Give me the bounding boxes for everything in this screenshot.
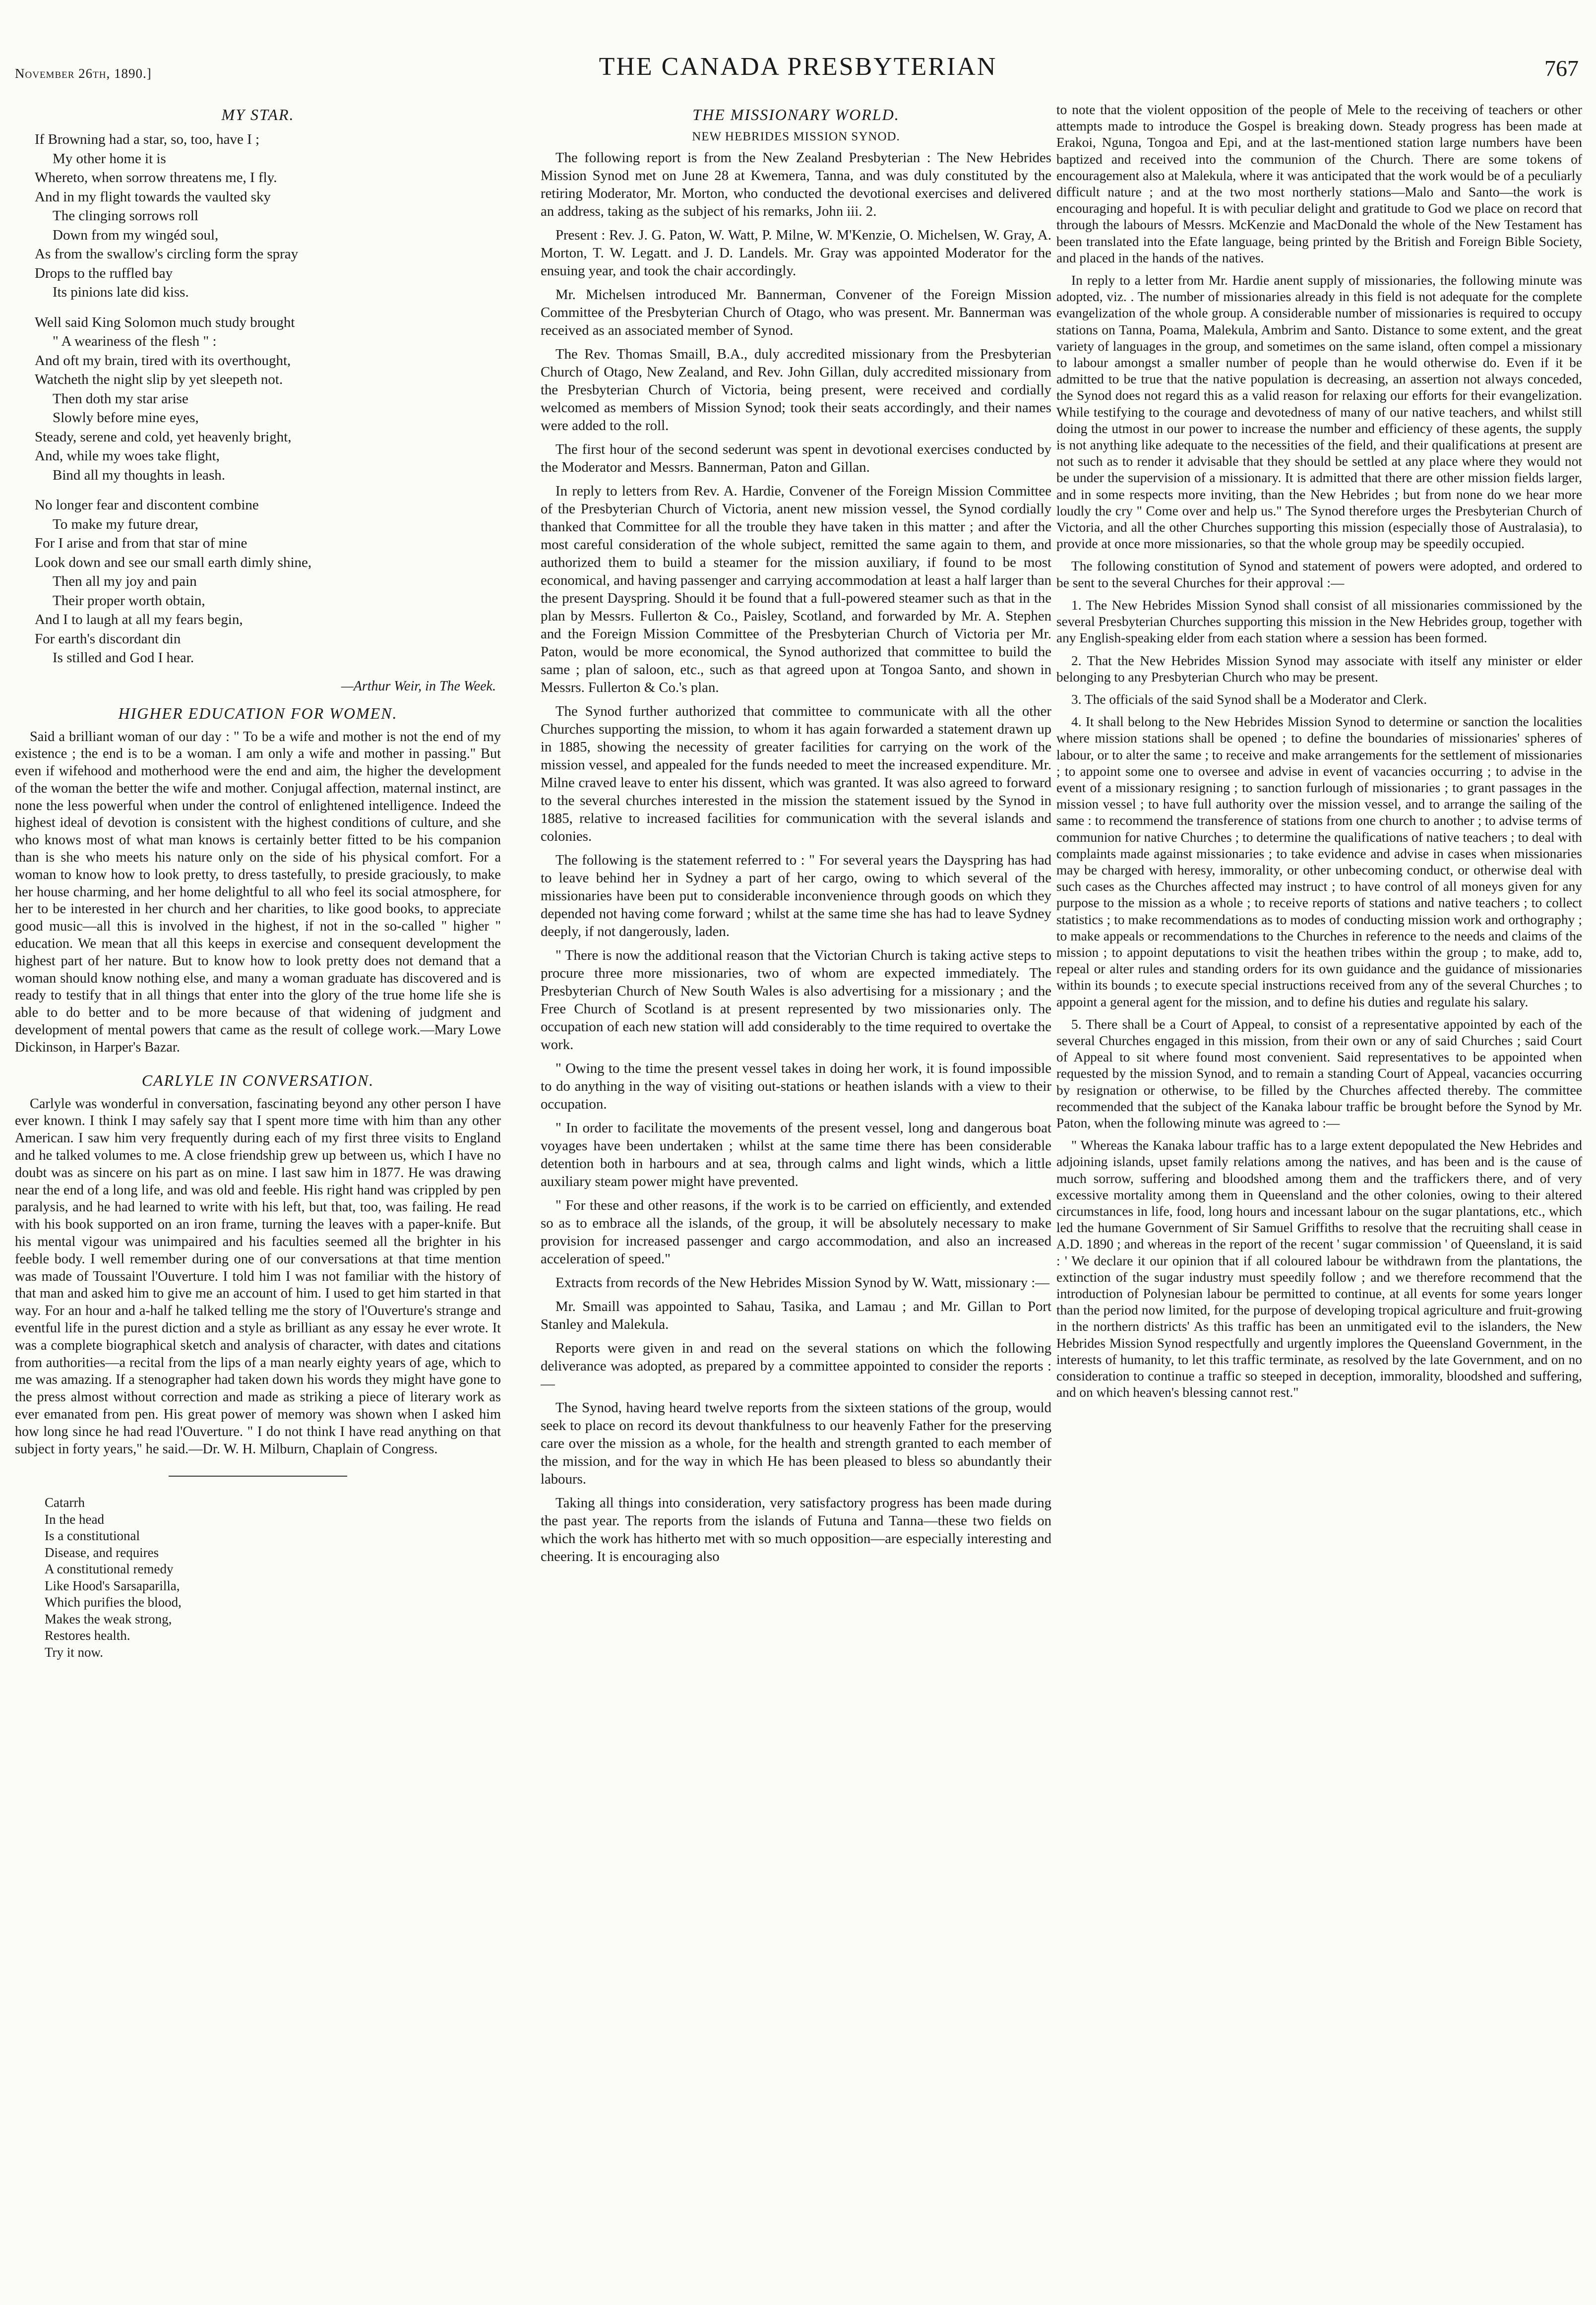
poem-stanza [35, 130, 501, 302]
paragraph: " In order to facilitate the movements of the present vessel, long and dangerous boat voyages have been undertaken ; whilst at the same time there has been considerable detention both in harbours and at sea, through calms and light winds, which a little auxiliary steam power might have prevented. [541, 1120, 1051, 1189]
poem-line: And I to laugh at all my fears begin, [35, 612, 243, 627]
paragraph: The following constitution of Synod and statement of powers were adopted, and ordered to be sent to the several Churches for their approval :— [1056, 559, 1582, 590]
catarrh-advertisement [45, 1495, 501, 1661]
paragraph: 1. The New Hebrides Mission Synod shall consist of all missionaries commissioned by the several Presbyterian Churches supporting this mission in the New Hebrides group, together with any English-speaking elder from each station where a session has been formed. [1056, 597, 1582, 646]
paragraph: 2. That the New Hebrides Mission Synod may associate with itself any minister or elder belonging to any Presbyterian Church who may be present. [1056, 653, 1582, 685]
paragraph: Extracts from records of the New Hebrides Mission Synod by W. Watt, missionary :— [555, 1275, 1050, 1291]
poem-line: As from the swallow's circling form the spray [35, 246, 299, 262]
paragraph: The Synod further authorized that committee to communicate with all the other Churches supporting the mission, to whom it has again forwarded a statement drawn up in 1885, showing the necessity of greater facilities for carrying on the work of the mission vessel, and appealed for the funds needed to meet the increased expenditure. Mr. Milne craved leave to enter his dissent, which was granted. It was also agreed to forward to the several churches interested in the mission the statement issued by the Synod in 1885, relative to increased facilities for communication with the several islands and colonies. [541, 703, 1051, 844]
carlyle-body: Carlyle was wonderful in conversation, fascinating beyond any other person I have ever known. I think I may safely say that I spent more time with him than any other American. I saw him very frequently during each of my first three visits to England and he talked volumes to me. A close friendship grew up between us, which I have no doubt was as sincere on his part as on mine. I last saw him in 1877. He was drawing near the end of a long life, and was old and feeble. His right hand was crippled by pen paralysis, and he had learned to write with his left, but that, too, was failing. He read with his book supported on an iron frame, turning the leaves with a paper-knife. But his mental vigour was unimpaired and his faculties seemed all the brighter in his feeble body. I well remember during one of our conversations at that time mention was made of Toussaint l'Ouverture. I told him I was not familiar with the history of that man and asked him to give me an account of him. I used to get him started in that way. For an hour and a-half he talked telling me the story of l'Ouverture's strange and eventful life in the purest diction and a style as brilliant as any essay he ever wrote. It was a complete biographical sketch and analysis of character, with dates and citations from authorities—a recital from the lips of a man nearly eighty years of age, which to me was amazing. If a stenographer had taken down his words they might have gone to the press almost without correction and made as striking a piece of literary work as ever emanated from pen. His great power of memory was shown when I asked him how long since he had read l'Ouverture. " I do not think I have read anything on that subject in forty years," he said.—Dr. W. H. Milburn, Chaplain of Congress. [15, 1096, 501, 1457]
paragraph: The following report is from the New Zealand Presbyterian : The New Hebrides Mission Synod met on June 28 at Kwemera, Tanna, and was duly constituted by the retiring Moderator, Mr. Morton, who conducted the devotional exercises and delivered an address, taking as the subject of his remarks, John iii. 2. [541, 150, 1051, 219]
ad-line: Which purifies the blood, [45, 1595, 182, 1610]
synod-report-continued [1056, 102, 1582, 1401]
ad-line: Disease, and requires [45, 1545, 159, 1560]
divider-rule [169, 1476, 347, 1477]
paragraph: " Whereas the Kanaka labour traffic has to a large extent depopulated the New Hebrides and adjoining islands, upset family relations among the natives, and has been and is the cause of much sorrow, suffering and bloodshed among them and the traffickers there, and of very excessive mortality among them in Queensland and the other colonies, owing to their altered circumstances in life, food, long hours and incessant labour on the sugar plantations, etc., which led the humane Government of Sir Samuel Griffiths to resolve that the recruiting shall cease in A.D. 1890 ; and whereas in the report of the recent ' sugar commission ' of Queensland, it is said : ' We declare it our opinion that if all coloured labour be withdrawn from the plantations, the extinction of the sugar industry must speedily follow ; and we therefore recommend that the introduction of Polynesian labour be permitted to continue, at all events for some years longer than the period now limited, for the purpose of developing tropical agriculture and fruit-growing in the northern districts' As this traffic has been an unmitigated evil to the islanders, the New Hebrides Mission Synod respectfully and urgently implores the Queensland Government, in the interests of humanity, to let this traffic terminate, as resolved by the late Government, and on no consideration to continue a traffic so steeped in deception, immorality, bloodshed and suffering, and on which heaven's blessing cannot rest." [1056, 1138, 1582, 1400]
poem-line: Their proper worth obtain, [53, 592, 205, 609]
poem-line: No longer fear and discontent combine [35, 497, 259, 513]
poem-line: Drops to the ruffled bay [35, 265, 173, 281]
poem-line: Down from my wingéd soul, [53, 227, 219, 243]
poem-line: Then doth my star arise [53, 390, 188, 407]
paragraph: 3. The officials of the said Synod shall be a Moderator and Clerk. [1071, 691, 1427, 707]
poem-stanza [35, 496, 501, 668]
my-star-attribution: —Arthur Weir, in The Week. [341, 678, 496, 694]
poem-line: The clinging sorrows roll [53, 208, 198, 224]
missionary-world-body [541, 149, 1051, 1565]
paragraph: " For these and other reasons, if the work is to be carried on efficiently, and extended so as to embrace all the islands, of the group, it will be absolutely necessary to make provision for increased passenger and cargo accommodation, and also an increased acceleration of speed." [541, 1197, 1051, 1267]
column-left [15, 102, 501, 2284]
my-star-poem [35, 130, 501, 668]
carlyle-heading: CARLYLE IN CONVERSATION. [141, 1071, 374, 1089]
poem-line: And oft my brain, tired with its overthought, [35, 352, 291, 369]
poem-line: " A weariness of the flesh " : [53, 333, 217, 349]
ad-line: Catarrh [45, 1495, 85, 1510]
paragraph: Mr. Smaill was appointed to Sahau, Tasika, and Lamau ; and Mr. Gillan to Port Stanley and Malekula. [541, 1299, 1051, 1332]
paragraph: Taking all things into consideration, very satisfactory progress has been made during the past year. The reports from the islands of Futuna and Tanna—these two fields on which the work has hitherto met with so much opposition—are especially interesting and cheering. It is encouraging also [541, 1495, 1051, 1564]
poem-line: To make my future drear, [53, 516, 198, 532]
paragraph: 4. It shall belong to the New Hebrides Mission Synod to determine or sanction the localities where mission stations shall be opened ; to define the boundaries of missionaries' spheres of labour, or to alter the same ; to receive and make arrangements for the settlement of missionaries ; to appoint some one to oversee and advise in event of vacancies occurring ; to advise in the event of a missionary resigning ; to sanction furlough of missionaries ; to grant passages in the mission vessel ; to have full authority over the mission vessel, and to arrange the sailing of the same : to recommend the transference of stations from one church to another ; to advise terms of communion for native Churches ; to determine the qualifications of native teachers ; to deal with complaints made against missionaries ; to take evidence and advise in cases when missionaries may be charged with heresy, immorality, or other unbecoming conduct, or otherwise deal with such cases as the Churches affected may instruct ; to have control of all moneys given for any purpose to the mission as a whole ; to receive reports of stations and native teachers ; to collect statistics ; to make recommendations as to modes of conducting mission work and orthography ; to make appeals or recommendations to the Churches in reference to the needs and claims of the mission ; to appoint deputations to visit the heathen tribes within the group ; to make, add to, repeal or alter rules and standing orders for its own guidance and the guidance of missionaries within its bounds ; to execute special instructions received from any of the several Churches ; to appoint a general agent for the mission, and to define his duties and regulate his salary. [1056, 714, 1582, 1009]
newspaper-title: THE CANADA PRESBYTERIAN [599, 53, 997, 81]
poem-line: Whereto, when sorrow threatens me, I fly. [35, 170, 277, 186]
paragraph: 5. There shall be a Court of Appeal, to consist of a representative appointed by each of the several Churches engaged in this mission, from their own or any of said Churches ; said Court of Appeal to sit where found most convenient. Said representatives to be appointed when requested by the mission Synod, and to remain a standing Court of Appeal, vacancies occurring by resignation or otherwise, to be filled by the Churches affected thereby. The committee recommended that the subject of the Kanaka labour traffic be brought before the Synod by Mr. Paton, when the following minute was agreed to :— [1056, 1016, 1582, 1130]
poem-line: Is stilled and God I hear. [53, 650, 194, 666]
paragraph: The Synod, having heard twelve reports from the sixteen stations of the group, would seek to place on record its devout thankfulness to our heavenly Father for the preserving care over the mission as a whole, for the health and strength granted to each member of the mission, and for the way in which He has been pleased to bless so abundantly their labours. [541, 1400, 1051, 1487]
higher-education-heading: HIGHER EDUCATION FOR WOMEN. [118, 704, 398, 722]
poem-line: Then all my joy and pain [53, 573, 197, 589]
poem-line: Bind all my thoughts in leash. [53, 467, 225, 483]
paragraph: The first hour of the second sederunt was spent in devotional exercises conducted by the Moderator and Messrs. Bannerman, Paton and Gillan. [541, 441, 1051, 475]
poem-line: For I arise and from that star of mine [35, 535, 247, 551]
ad-line: In the head [45, 1511, 104, 1527]
poem-line: Steady, serene and cold, yet heavenly bright, [35, 429, 292, 445]
poem-line: For earth's discordant din [35, 630, 181, 647]
poem-stanza [35, 313, 501, 485]
poem-line: If Browning had a star, so, too, have I ; [35, 131, 260, 147]
synod-subheading: NEW HEBRIDES MISSION SYNOD. [692, 130, 900, 143]
ad-line: Try it now. [45, 1644, 104, 1660]
page-header [0, 52, 1596, 92]
poem-line: And, while my woes take flight, [35, 448, 220, 464]
my-star-heading: MY STAR. [221, 106, 295, 124]
paragraph: Present : Rev. J. G. Paton, W. Watt, P. Milne, W. M'Kenzie, O. Michelsen, W. Gray, A. Morton, T. W. Legatt. and J. D. Landels. Mr. Gray was appointed Moderator for the ensuing year, and took the chair accordingly. [541, 227, 1051, 279]
poem-line: Its pinions late did kiss. [53, 284, 189, 300]
poem-line: My other home it is [53, 150, 166, 167]
paragraph: Mr. Michelsen introduced Mr. Bannerman, Convener of the Foreign Mission Committee of the Presbyterian Church of Otago, who was present. Mr. Bannerman was received as an associated member of Synod. [541, 287, 1051, 338]
ad-line: Like Hood's Sarsaparilla, [45, 1578, 180, 1593]
missionary-world-heading: THE MISSIONARY WORLD. [692, 106, 900, 124]
poem-line: Watcheth the night slip by yet sleepeth not. [35, 372, 283, 387]
paragraph: The Rev. Thomas Smaill, B.A., duly accredited missionary from the Presbyterian Church of Otago, New Zealand, and Rev. John Gillan, duly accredited missionary from the Presbyterian Church of Victoria, being present, were received and cordially welcomed as members of Mission Synod; took their seats accordingly, and their names were added to the roll. [541, 346, 1051, 434]
paragraph: to note that the violent opposition of the people of Mele to the receiving of teachers or other attempts made to introduce the Gospel is breaking down. Steady progress has been made at Erakoi, Nguna, Tongoa and Epi, and at the last-mentioned station large numbers have been baptized and received into the communion of the Church. There are some tokens of encouragement also at Malekula, where it was anticipated that the work would be of a peculiarly difficult nature ; and at the two most northerly stations—Malo and Santo—the work is encouraging and hopeful. It is with peculiar delight and gratitude to God we place on record that through the labours of Messrs. McKenzie and MacDonald the whole of the New Testament has been translated into the Efate language, being printed by the British and Foreign Bible Society, and placed in the hands of the natives. [1056, 102, 1582, 265]
ad-line: Is a constitutional [45, 1528, 140, 1544]
paragraph: " Owing to the time the present vessel takes in doing her work, it is found impossible to do anything in the way of visiting out-stations or heathen islands with a view to their occupation. [541, 1060, 1051, 1112]
ad-line: A constitutional remedy [45, 1561, 174, 1577]
poem-line: Well said King Solomon much study brought [35, 314, 295, 330]
page-number: 767 [1544, 56, 1579, 81]
paragraph: Reports were given in and read on the several stations on which the following deliverance was adopted, as prepared by a committee appointed to consider the reports :— [541, 1340, 1051, 1392]
poem-line: And in my flight towards the vaulted sky [35, 188, 271, 205]
higher-education-body: Said a brilliant woman of our day : " To be a wife and mother is not the end of my existence ; the end is to be a woman. I am only a wife and mother in passing." But even if wifehood and motherhood were the end and aim, the higher the development of the woman the better the wife and mother. Conjugal affection, maternal instinct, are none the less powerful when under the control of enlightened intelligence. Indeed the highest ideal of devotion is consistent with the highest conditions of culture, and she who knows most of what man knows is certainly better fitted to be his companion than is she who meets his nature only on the side of his physical comfort. For a woman to know how to look pretty, to dress tastefully, to preside graciously, to make her house charming, and her home delightful to all who feel its social atmosphere, for her to be interested in her church and her charities, to like good books, to appreciate good music—all this is involved in the highest, if not in the so-called " higher " education. We mean that all this keeps in exercise and consequent development the highest part of her nature. But to know how to look pretty does not demand that a woman should know nothing else, and many a woman graduate has discovered and is ready to testify that in all things that enter into the glory of the true home life she is able to do better and to be more because of that widening of judgment and development of mental powers that came as the result of college work.—Mary Lowe Dickinson, in Harper's Bazar. [15, 729, 501, 1055]
paragraph: In reply to a letter from Mr. Hardie anent supply of missionaries, the following minute was adopted, viz. . The number of missionaries already in this field is not adequate for the complete evangelization of the whole group. A considerable number of missionaries is required to occupy stations on Tanna, Poama, Malekula, Ambrim and Santo. Distance to some extent, and the great variety of languages in the group, and sometimes on the same island, often compel a missionary to labour amongst a smaller number of people than he would otherwise do. Even if it be admitted to be true that the native population is decreasing, an assertion not always conceded, the Synod does not regard this as a valid reason for relaxing our efforts for their evangelization. While testifying to the courage and devotedness of many of our native teachers, and whilst still doing the utmost in our power to increase the number and efficiency of these agents, the supply is not anything like adequate to the necessities of the field, and their qualifications at present are not such as to render it advisable that they should be settled at any place where they would not be under the supervision of a missionary. It is admitted that there are other mission fields larger, and in some respects more inviting, than the New Hebrides ; but from none do we hear more loudly the cry " Come over and help us." The Synod therefore urges the Presbyterian Church of Victoria, and all the other Churches supporting this mission (especially those of Australasia), to provide at once more missionaries, so that the whole group may be speedily occupied. [1056, 273, 1582, 552]
issue-date: November 26th, 1890.] [15, 66, 152, 81]
column-right [1056, 102, 1582, 2284]
paragraph: The following is the statement referred to : " For several years the Dayspring has had to leave behind her in Sydney a part of her cargo, owing to which several of the missionaries have been put to considerable inconvenience through goods on which they depended not having come forward ; whilst at the same time she has had to leave Sydney deeply, if not dangerously, laden. [541, 852, 1051, 939]
poem-line: Slowly before mine eyes, [53, 410, 199, 426]
column-middle [541, 102, 1051, 2284]
ad-line: Makes the weak strong, [45, 1611, 172, 1626]
paragraph: In reply to letters from Rev. A. Hardie, Convener of the Foreign Mission Committee of the Presbyterian Church of Victoria, anent new mission vessel, the Synod cordially thanked that Committee for all the trouble they have taken in this matter ; and after the most careful consideration of the whole subject, remitted the same again to them, and authorized them to build a steamer for the mission auxiliary, if found to be most economical, and having passenger and carrying accommodation at least a half larger than the present Dayspring. Should it be found that a full-powered steamer such as that in the plan by Messrs. Fullerton & Co., Paisley, Scotland, and forwarded by Mr. A. Stephen and the Foreign Mission Committee of the Presbyterian Church of Victoria per Mr. Paton, would be more economical, the Synod authorized that committee to build the same ; plan of saloon, etc., such as that agreed upon at Tongoa Santo, and shown in Messrs. Fullerton & Co.'s plan. [541, 483, 1051, 695]
ad-line: Restores health. [45, 1628, 130, 1643]
poem-line: Look down and see our small earth dimly shine, [35, 554, 312, 570]
paragraph: " There is now the additional reason that the Victorian Church is taking active steps to procure three more missionaries, two of whom are expected immediately. The Presbyterian Church of New South Wales is also advertising for a missionary ; and the Free Church of Scotland is at present represented by two missionaries only. The occupation of each new station will add considerably to the time required to overtake the work. [541, 947, 1051, 1053]
